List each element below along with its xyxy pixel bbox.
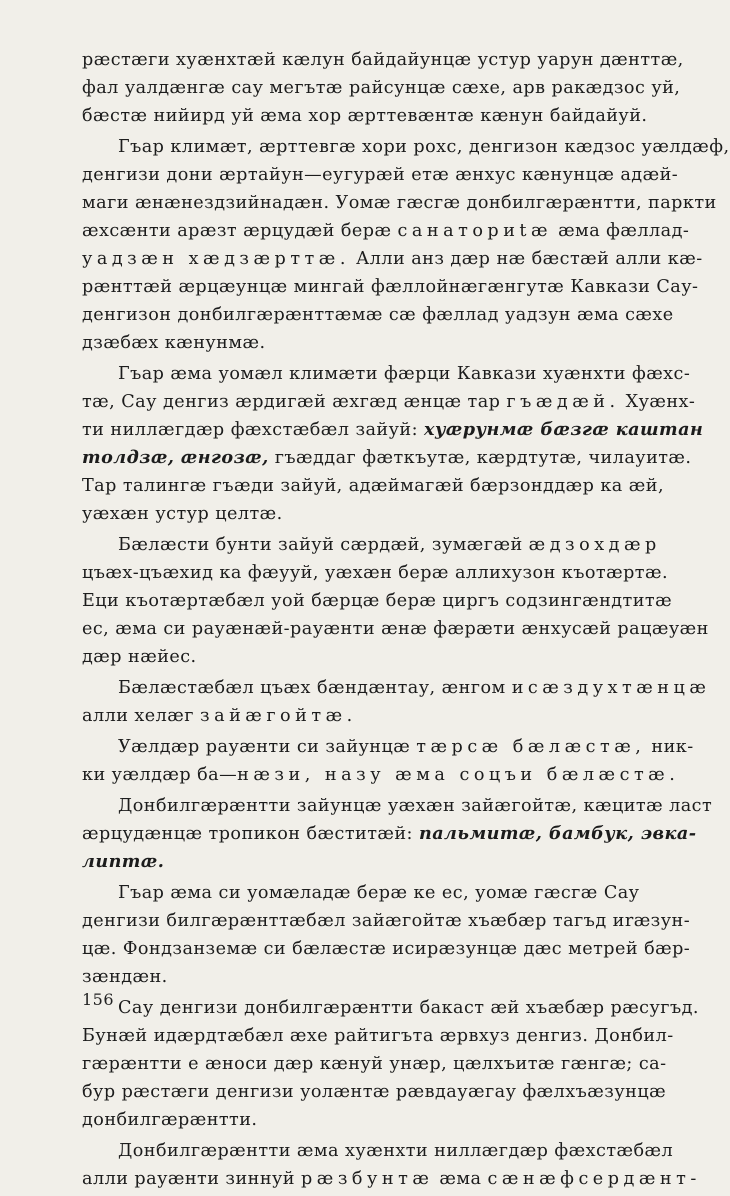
page-body [82, 46, 730, 1196]
text-run: зæндæн. [82, 967, 168, 987]
paragraph [82, 733, 694, 789]
text-run: тæ, Сау денгиз æрдигæй æхгæд æнцæ тар [82, 392, 507, 412]
paragraph [82, 879, 691, 991]
text-line [82, 674, 711, 702]
text-run: æхсæнти арæзт æрцудæй берæ [82, 221, 398, 241]
text-run: Бæлæсти бунти зайуй сæрдæй, зумæгæй [118, 535, 529, 555]
text-run: рæстæги хуæнхтæй кæлун байдайунцæ устур уарун дæнттæ, [82, 50, 684, 70]
text-run: ес, æма си рауæнæй-рауæнти æнæ фæрæти æнхусæй рацæуæн [82, 619, 709, 639]
text-line [82, 935, 691, 963]
text-run: алли рауæнти зиннуй [82, 1169, 302, 1189]
text-run: цæ. Фондзанземæ си бæлæстæ исирæзунцæ дæс метрей бæр- [82, 939, 691, 959]
paragraph [82, 531, 709, 671]
spaced-text: исæздухтæнцæ [511, 678, 711, 698]
text-line [82, 907, 691, 935]
text-run: Донбилгæрæнтти зайунцæ уæхæн зайæгойтæ, кæцитæ ласт [118, 796, 713, 816]
text-line [82, 820, 697, 848]
text-run: Гъар æма уомæл климæти фæрци Кавкази хуæнхти фæхс- [118, 364, 691, 384]
spaced-text: гъæдæй. [506, 392, 620, 412]
spaced-text: зайæгойтæ. [199, 706, 357, 726]
text-line [82, 245, 703, 273]
text-run: дзæбæх кæнунмæ. [82, 333, 266, 353]
text-line [82, 848, 672, 876]
text-run: дæр нæйес. [82, 647, 197, 667]
text-run: ник- [645, 737, 694, 757]
text-line [82, 1078, 672, 1106]
italic-text: хуæрунмæ бæзгæ каштан [424, 419, 704, 440]
paragraph [82, 360, 704, 528]
spaced-text: рæзбунтæ [301, 1169, 434, 1189]
paragraph [82, 133, 730, 357]
text-line [82, 329, 672, 357]
text-run: денгизи дони æртайун—еугурæй етæ æнхус кæнунцæ адæй- [82, 165, 679, 185]
text-run: Гъар æма си уомæладæ берæ ке ес, уомæ гæсгæ Сау [118, 883, 640, 903]
text-run: Сау денгизи донбилгæрæнтти бакаст æй хъæбæр рæсугъд. [118, 998, 699, 1018]
text-line [82, 500, 672, 528]
paragraph [82, 792, 713, 876]
text-line [82, 761, 680, 789]
text-line [82, 472, 672, 500]
text-run: денгизон донбилгæрæнттæмæ сæ фæллад уадзун æма сæхе [82, 305, 674, 325]
text-run: Хуæнх- [619, 392, 696, 412]
text-line [82, 133, 730, 161]
text-run: æма фæллад- [552, 221, 690, 241]
text-line [82, 792, 713, 820]
text-run: æрцудæнцæ тропикон бæститæй: [82, 824, 419, 844]
spaced-text: æдзохдæр [528, 535, 661, 555]
text-line [82, 531, 672, 559]
text-line [82, 994, 699, 1022]
paragraph [82, 46, 684, 130]
text-run: Бæлæстæбæл цъæх бæндæнтау, æнгом [118, 678, 512, 698]
text-line [82, 273, 699, 301]
text-run: ки уæлдæр ба— [82, 765, 238, 785]
text-line [82, 1050, 672, 1078]
text-line [82, 702, 672, 730]
text-line [82, 444, 692, 472]
text-run: Уæлдæр рауæнти си зайунцæ [118, 737, 417, 757]
italic-text: пальмитæ, бамбук, эвка- [418, 823, 697, 844]
spaced-text: уадзæн хæдзæрттæ. [82, 249, 350, 269]
text-run: денгизи билгæрæнттæбæл зайæгойтæ хъæбæр тагъд иræзун- [82, 911, 691, 931]
spaced-text: сæнæфсердæнт- [487, 1169, 701, 1189]
italic-text: липтæ. [82, 851, 165, 872]
text-line [82, 388, 696, 416]
text-run: маги æнæнездзийнадæн. Уомæ гæсгæ донбилгæрæнтти, паркти [82, 193, 717, 213]
italic-text: толдзæ, æнгозæ, [82, 447, 269, 468]
text-line [82, 301, 672, 329]
text-run: æма [433, 1169, 488, 1189]
text-run: бæстæ нийирд уй æма хор æрттевæнтæ кæнун байдайуй. [82, 106, 648, 126]
text-line [82, 587, 672, 615]
text-line [82, 1022, 672, 1050]
text-run: бур рæстæги денгизи уолæнтæ рæвдауæгау фæлхъæзунцæ [82, 1082, 667, 1102]
text-run: уæхæн устур целтæ. [82, 504, 283, 524]
text-run: цъæх-цъæхид ка фæууй, уæхæн берæ аллихузон къотæртæ. [82, 563, 669, 583]
text-line [82, 733, 694, 761]
text-line [82, 46, 684, 74]
text-line [82, 1165, 701, 1193]
text-line [82, 74, 681, 102]
text-line [82, 1137, 672, 1165]
paragraph [82, 674, 711, 730]
text-line [82, 643, 672, 671]
text-line [82, 189, 717, 217]
text-line [82, 217, 690, 245]
paragraph [82, 994, 699, 1134]
text-run: донбилгæрæнтти. [82, 1110, 258, 1130]
text-line [82, 416, 704, 444]
text-run: Еци къотæртæбæл уой бæрцæ берæ циргъ содзингæндтитæ [82, 591, 673, 611]
text-run: Донбилгæрæнтти æма хуæнхти ниллæгдæр фæхстæбæл [118, 1141, 674, 1161]
text-line [82, 102, 672, 130]
spaced-text: тæрсæ бæлæстæ, [416, 737, 646, 757]
text-run: Тар талингæ гъæди зайуй, адæймагæй бæрзонддæр ка æй, [82, 476, 664, 496]
text-line [82, 615, 709, 643]
text-run: фал уалдæнгæ сау мегътæ райсунцæ сæхе, арв ракæдзос уй, [82, 78, 681, 98]
text-run: гъæддаг фæткъутæ, кæрдтутæ, чилауитæ. [268, 448, 692, 468]
text-run: гæрæнтти е æноси дæр кæнуй унæр, цæлхъитæ гæнгæ; са- [82, 1054, 667, 1074]
spaced-text: санаториtæ [397, 221, 553, 241]
text-run: Гъар климæт, æрттевгæ хори рохс, денгизон кæдзос уæлдæф, [118, 137, 730, 157]
page-number: 156 [82, 990, 115, 1009]
text-run: Алли анз дæр нæ бæстæй алли кæ- [349, 249, 703, 269]
text-run: Бунæй идæрдтæбæл æхе райтигъта æрвхуз денгиз. Донбил- [82, 1026, 674, 1046]
text-line [82, 879, 672, 907]
paragraph [82, 1137, 701, 1193]
text-line [82, 360, 691, 388]
text-run: рæнттæй æрцæунцæ мингай фæллойнæгæнгутæ Кавкази Сау- [82, 277, 699, 297]
text-line [82, 559, 672, 587]
spaced-text: нæзи, назу æма соцъи бæлæстæ. [237, 765, 680, 785]
text-line [82, 1106, 672, 1134]
text-line [82, 963, 672, 991]
text-line [82, 161, 679, 189]
text-run: ти ниллæгдæр фæхстæбæл зайуй: [82, 420, 424, 440]
text-run: алли хелæг [82, 706, 200, 726]
